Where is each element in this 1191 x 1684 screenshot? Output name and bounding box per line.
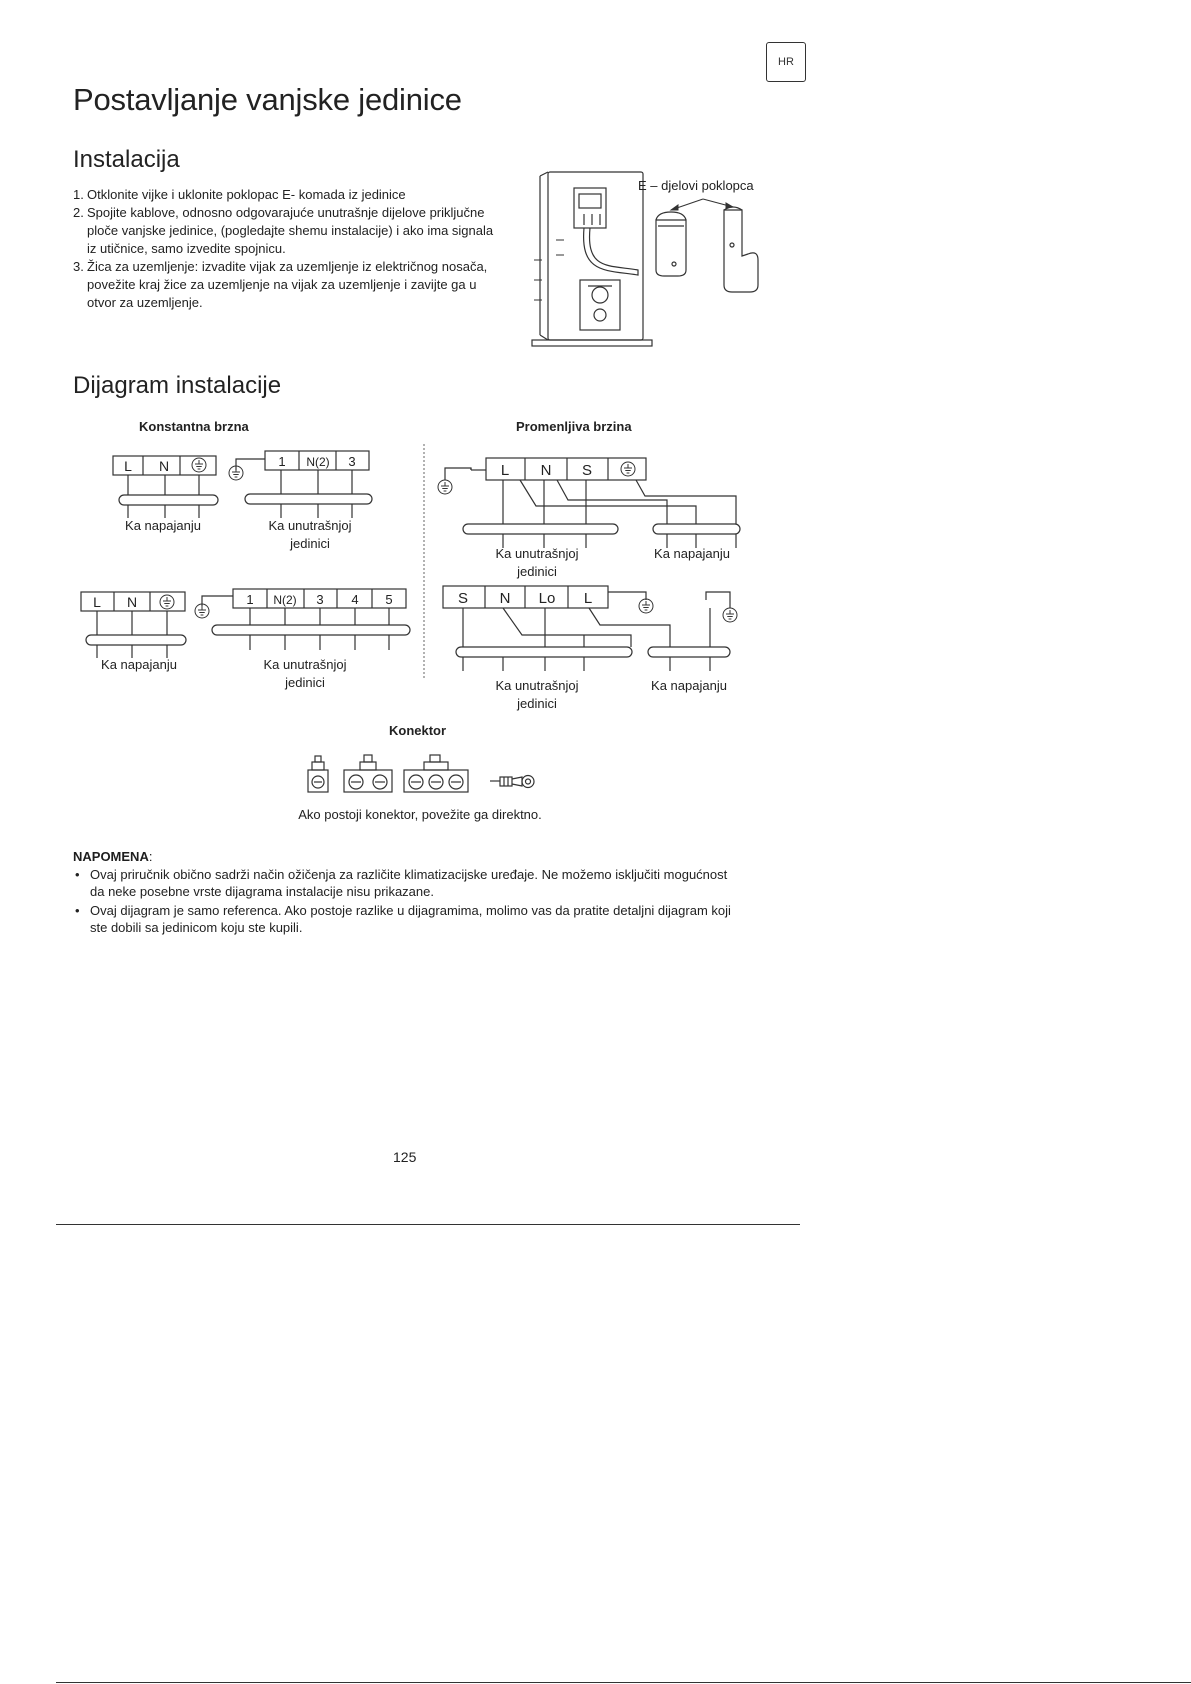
outdoor-unit-illustration bbox=[528, 170, 778, 350]
connector-title: Konektor bbox=[389, 723, 447, 738]
step-3-line-3: otvor za uzemljenje. bbox=[87, 295, 203, 310]
terminal-label: 5 bbox=[385, 592, 393, 607]
variable-speed-diagram-top bbox=[445, 458, 740, 548]
step-3-line-2: povežite kraj žice za uzemljenje na vijak za uzemljenje i zavijte ga u bbox=[87, 277, 477, 292]
terminal-label: 4 bbox=[351, 592, 359, 607]
terminal-label: L bbox=[583, 590, 593, 607]
step-2-line-1: Spojite kablove, odnosno odgovarajuće unutrašnje dijelove priključne bbox=[87, 205, 485, 220]
step-2-line-2: ploče vanjske jedinice, (pogledajte shemu instalacije) i ako ima signala bbox=[87, 223, 494, 238]
terminal-label: N bbox=[126, 594, 138, 610]
terminal-label: 1 bbox=[246, 592, 254, 607]
terminal-label: N bbox=[540, 462, 552, 479]
caption-to-power: Ka napajanju bbox=[125, 518, 201, 533]
ground-icon bbox=[160, 595, 174, 609]
step-1: 1. Otklonite vijke i uklonite poklopac E- komada iz jedinice bbox=[73, 187, 406, 202]
constant-speed-diagram-top bbox=[113, 451, 372, 518]
terminal-label: 3 bbox=[348, 454, 356, 469]
terminal-label: S bbox=[581, 462, 593, 479]
ground-icon bbox=[621, 462, 635, 476]
page-title: Postavljanje vanjske jedinice bbox=[73, 82, 462, 117]
note-item: • Ovaj priručnik obično sadrži način ožičenja za različite klimatizacijske uređaje. Ne možemo isključiti mogućnost da neke posebne vrste dijagrama instalacije nisu prikazane. bbox=[75, 867, 728, 899]
terminal-label: 1 bbox=[278, 454, 286, 469]
ground-icon bbox=[229, 466, 243, 480]
terminal-label: N(2) bbox=[273, 593, 297, 607]
caption-to-indoor: Ka unutrašnjoj jedinici bbox=[268, 518, 352, 551]
step-3: 3. Žica za uzemljenje: izvadite vijak za uzemljenje iz električnog nosača, povežite kraj žice za uzemljenje na vijak za uzemljenje i zavijte ga u otvor za uzemljenje. bbox=[73, 259, 488, 310]
connector-caption: Ako postoji konektor, povežite ga direktno. bbox=[298, 807, 542, 822]
terminal-label: 3 bbox=[316, 592, 324, 607]
step-2: 2. Spojite kablove, odnosno odgovarajuće unutrašnje dijelove priključne ploče vanjske jedinice, (pogledajte shemu instalacije) i ako ima signala iz utičnice, samo izvedite spojnicu. bbox=[73, 205, 494, 256]
caption-to-power: Ka napajanju bbox=[101, 657, 177, 672]
terminal-label: L bbox=[124, 458, 132, 474]
ground-icon bbox=[195, 604, 209, 618]
note-list bbox=[73, 866, 773, 938]
note-label: NAPOMENA: bbox=[73, 849, 153, 864]
caption-to-power: Ka napajanju bbox=[654, 546, 730, 561]
caption-to-power: Ka napajanju bbox=[651, 678, 727, 693]
page-divider bbox=[56, 1224, 800, 1225]
step-3-line-1: Žica za uzemljenje: izvadite vijak za uzemljenje iz električnog nosača, bbox=[87, 259, 488, 274]
connector-illustration bbox=[300, 752, 540, 794]
variable-speed-title: Promenljiva brzina bbox=[516, 419, 632, 434]
note-item: • Ovaj dijagram je samo referenca. Ako postoje razlike u dijagramima, molimo vas da pratite detaljni dijagram koji ste dobili sa jedinicom koju ste kupili. bbox=[75, 903, 731, 935]
caption-to-indoor: Ka unutrašnjoj jedinici bbox=[263, 657, 347, 690]
page-divider bbox=[56, 1682, 1191, 1683]
ground-icon bbox=[639, 599, 653, 613]
installation-heading: Instalacija bbox=[73, 146, 180, 173]
terminal-label: N bbox=[158, 458, 170, 474]
diagram-heading: Dijagram instalacije bbox=[73, 372, 282, 399]
ground-icon bbox=[438, 480, 452, 494]
cover-parts-caption: E – djelovi poklopca bbox=[638, 178, 754, 193]
page-number: 125 bbox=[393, 1149, 417, 1165]
step-1-line-1: Otklonite vijke i uklonite poklopac E- komada iz jedinice bbox=[87, 187, 406, 202]
terminal-label: S bbox=[457, 590, 469, 607]
terminal-label: L bbox=[500, 462, 510, 479]
caption-to-indoor: Ka unutrašnjoj jedinici bbox=[495, 678, 579, 711]
language-badge: HR bbox=[766, 42, 806, 82]
terminal-label: N bbox=[499, 590, 511, 607]
constant-speed-title: Konstantna brzna bbox=[139, 419, 249, 434]
terminal-label: Lo bbox=[538, 590, 556, 607]
ground-icon bbox=[723, 608, 737, 622]
terminal-label: N(2) bbox=[306, 455, 330, 469]
step-2-line-3: iz utičnice, samo izvedite spojnicu. bbox=[87, 241, 286, 256]
terminal-label: L bbox=[93, 594, 101, 610]
ground-icon bbox=[192, 458, 206, 472]
caption-to-indoor: Ka unutrašnjoj jedinici bbox=[495, 546, 579, 579]
installation-steps bbox=[73, 186, 513, 312]
